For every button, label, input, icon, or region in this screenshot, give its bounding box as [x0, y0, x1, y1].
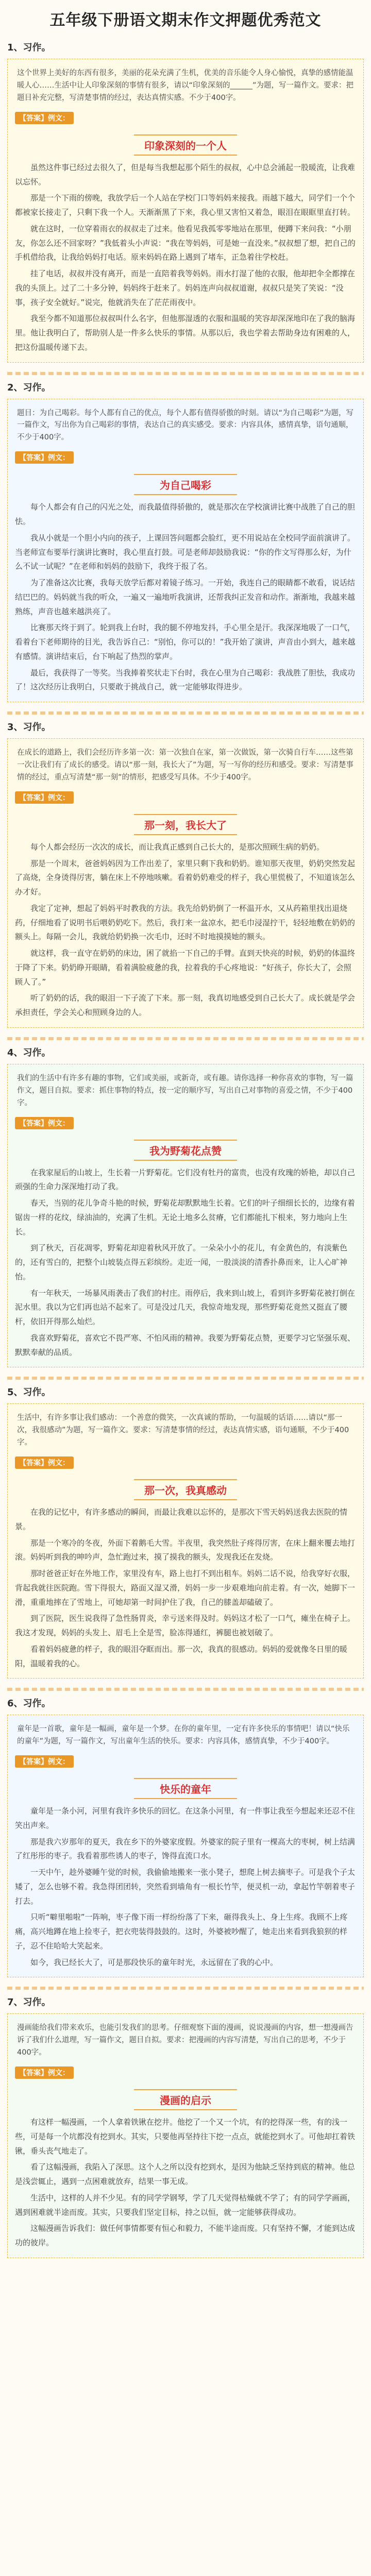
section-heading: 3、习作。 — [7, 722, 51, 733]
essay-paragraph: 有一年秋天，一场暴风雨袭击了我们的村庄。雨停后，我来到山坡上，看到许多野菊花被打倒在泥水里。我以为它们再也站不起来了。可是没过几天，我惊奇地发现，那些野菊花竟然又挺直了腰杆，依旧开得那么灿烂。 — [15, 1288, 356, 1327]
essay-section — [7, 1377, 364, 1679]
essay-paragraph: 看了这幅漫画，我陷入了深思。这个人之所以没有挖到水，是因为他缺乏坚持到底的精神。他总是浅尝辄止，遇到一点困难就放弃，结果一事无成。 — [15, 2162, 356, 2187]
essay-paragraph: 最后，我获得了一等奖。当我捧着奖状走下台时，我在心里为自己喝彩：我战胜了胆怯，我成功了！这次经历让我明白，只要敢于挑战自己，就一定能够取得进步。 — [15, 668, 356, 692]
essay-paragraph: 在我家屋后的山坡上，生长着一片野菊花。它们没有牡丹的富贵，也没有玫瑰的娇艳，却以自己顽强的生命力深深地打动了我。 — [15, 1167, 356, 1192]
essay-paragraph: 挂了电话，叔叔并没有离开，而是一直陪着我等妈妈。雨水打湿了他的衣服，他却把伞全都撑在我的头顶上。过了二十多分钟，妈妈终于赶来了。妈妈连声向叔叔道谢，叔叔只是笑了笑说：“没事，孩子安全就好。”说完，他就消失在了茫茫雨夜中。 — [15, 269, 356, 307]
answer-tag: 【答案】例文： — [15, 451, 74, 464]
essay-paragraph: 只听“噼里啪啦”一阵响，枣子像下雨一样纷纷落了下来，砸得我头上、身上生疼。我顾不上疼痛，高兴地蹲在地上捡枣子，把衣兜装得鼓鼓的。这时，外婆被吵醒了，她走出来看到我狼狈的样子，忍不住哈哈大笑起来。 — [15, 1912, 348, 1951]
essay-paragraph: 春天，当别的花儿争奇斗艳的时候，野菊花却默默地生长着。它们的叶子细细长长的，边缘有着锯齿一样的花纹，绿油油的，充满了生机。无论土地多么贫瘠，它们都能扎下根来，努力地向上生长。 — [15, 1198, 356, 1236]
essay-title: 为自己喝彩 — [134, 474, 237, 495]
section-divider — [7, 1688, 364, 1691]
essay-paragraph: 那是一个周末，爸爸妈妈因为工作出差了，家里只剩下我和奶奶。谁知那天夜里，奶奶突然发起了高烧，全身烫得厉害，躺在床上不停地咳嗽。看着奶奶难受的样子，我心里慌极了，不知道该怎么办才好。 — [15, 858, 356, 897]
essay-section — [7, 1688, 364, 1977]
section-divider — [7, 1037, 364, 1040]
section-heading: 6、习作。 — [7, 1698, 51, 1709]
page-title: 五年级下册语文期末作文押题优秀范文 — [49, 11, 322, 29]
essay-paragraph: 有这样一幅漫画，一个人拿着铁锹在挖井。他挖了一个又一个坑，有的挖得深一些，有的浅一些，可是每一个坑都没有挖到水。其实，只要他再坚持往下挖一点点，就能挖到水了。可他却扛着铁锹，垂头丧气地走了。 — [15, 2117, 356, 2156]
sections-container — [7, 40, 364, 2258]
essay-paragraph: 如今，我已经长大了，可是那段快乐的童年时光，永远留在了我的心中。 — [30, 1957, 278, 1967]
essay-paragraph: 每个人都会经历一次次的成长，而让我真正感到自己长大的，是那次照顾生病的奶奶。 — [30, 842, 325, 852]
answer-tag: 【答案】例文： — [15, 1755, 74, 1768]
section-heading: 5、习作。 — [7, 1387, 51, 1398]
section-divider — [7, 1987, 364, 1990]
essay-paragraph: 为了准备这次比赛，我每天放学后都对着镜子练习。一开始，我连自己的眼睛都不敢看，说话结结巴巴的。妈妈就当我的听众，一遍又一遍地听我演讲，还帮我纠正发音和动作。渐渐地，我越来越熟练，声音也越来越洪亮了。 — [15, 578, 356, 616]
answer-tag: 【答案】例文： — [15, 1456, 74, 1469]
prompt-text: 生活中，有许多事让我们感动：一个善意的微笑，一次真诚的帮助，一句温暖的话语……请以“那一次，我很感动”为题，写一篇作文。要求：写清楚事情的经过，表达真情实感，语句通顺，不少于400字。 — [17, 1414, 349, 1447]
prompt-box — [7, 59, 364, 363]
essay-paragraph: 就在这时，一位穿着雨衣的叔叔走了过来。他看见我孤零零地站在那里，便蹲下来问我：“小朋友，你怎么还不回家呀？”我低着头小声说：“我在等妈妈，可是她一直没来。”叔叔想了想，把自己的手机借给我，让我给妈妈打电话。原来妈妈在路上遇到了堵车，正急着往学校赶。 — [15, 224, 356, 262]
section-divider — [7, 372, 364, 375]
essay-paragraph: 生活中，这样的人并不少见。有的同学学钢琴，学了几天觉得枯燥就不学了；有的同学学画画，遇到困难就半途而废。其实，只要我们坚定目标，持之以恒，就一定能够获得成功。 — [15, 2193, 356, 2217]
prompt-box — [7, 399, 364, 703]
essay-section — [7, 1037, 364, 1368]
prompt-text: 这个世界上美好的东西有很多，美丽的花朵充满了生机，优美的音乐能令人身心愉悦，真挚的感情能温暖人心……生活中让人印象深刻的事情有很多，请以“印象深刻的______”为题，写一篇作文。要求：把题目补充完整，写清楚事情的经过，表达真情实感。不少于400字。 — [17, 69, 354, 102]
essay-section — [7, 372, 364, 703]
answer-tag: 【答案】例文： — [15, 112, 74, 124]
essay-title: 印象深刻的一个人 — [134, 134, 237, 156]
essay-paragraph: 我至今都不知道那位叔叔叫什么名字，但他那湿透的衣服和温暖的笑容却深深地印在了我的脑海里。他让我明白了，帮助别人是一件多么快乐的事情。从那以后，我也学着去帮助身边有困难的人，把这份温暖传递下去。 — [15, 314, 356, 352]
essay-paragraph: 到了秋天，百花凋零，野菊花却迎着秋风开放了。一朵朵小小的花儿，有金黄色的，有淡紫色的，还有雪白的，把整个山坡装点得五彩缤纷。走近一闻，一股淡淡的清香扑鼻而来，让人心旷神怡。 — [15, 1243, 348, 1281]
prompt-box — [7, 2013, 364, 2258]
section-heading: 2、习作。 — [7, 382, 51, 393]
answer-tag: 【答案】例文： — [15, 1117, 74, 1129]
essay-paragraph: 听了奶奶的话，我的眼泪一下子流了下来。那一刻，我真切地感受到自己长大了。成长就是学会承担责任，学会关心和照顾身边的人。 — [15, 993, 356, 1018]
essay-paragraph: 那是一个寒冷的冬夜，外面下着鹅毛大雪。半夜里，我突然肚子疼得厉害，在床上翻来覆去地打滚。妈妈听到我的呻吟声，急忙跑过来，摸了摸我的额头，发现我还在发烧。 — [15, 1538, 356, 1562]
essay-title: 快乐的童年 — [134, 1778, 237, 1799]
essay-paragraph: 每个人都会有自己的闪光之处，而我最值得骄傲的，就是那次在学校演讲比赛中战胜了自己的胆怯。 — [15, 502, 356, 527]
section-heading: 7、习作。 — [7, 1997, 51, 2008]
essay-paragraph: 一天中午，趁外婆睡午觉的时候，我偷偷地搬来一张小凳子，想爬上树去摘枣子。可是我个子太矮了，怎么也够不着。我急得团团转，突然看到墙角有一根长竹竿，便灵机一动，拿起竹竿朝着枣子打去。 — [15, 1868, 356, 1906]
prompt-box — [7, 1715, 364, 1977]
essay-title: 那一次，我真感动 — [134, 1479, 237, 1500]
essay-paragraph: 那是我六岁那年的夏天，我在乡下的外婆家度假。外婆家的院子里有一棵高大的枣树，树上结满了红彤彤的枣子。我看着那些诱人的枣子，馋得直流口水。 — [15, 1837, 356, 1861]
essay-paragraph: 我喜欢野菊花，喜欢它不畏严寒、不怕风雨的精神。我要为野菊花点赞，更要学习它坚强乐观、默默奉献的品质。 — [15, 1333, 356, 1357]
essay-paragraph: 在我的记忆中，有许多感动的瞬间，而最让我难以忘怀的，是那次下雪天妈妈送我去医院的情景。 — [15, 1507, 348, 1531]
essay-paragraph: 我从小就是一个胆小内向的孩子，上课回答问题都会脸红，更不用说站在全校同学面前演讲了。当老师宣布要举行演讲比赛时，我心里直打鼓。可是老师却鼓励我说：“你的作文写得那么好，为什么不试一试呢？”在老师和妈妈的鼓励下，我终于报了名。 — [15, 533, 356, 571]
essay-paragraph: 我定了定神，想起了妈妈平时教我的方法。我先给奶奶倒了一杯温开水，又从药箱里找出退烧药，仔细地看了说明书后喂奶奶吃下。然后，我打来一盆凉水，把毛巾浸湿拧干，轻轻地敷在奶奶的额头上。每隔一会儿，我就给奶奶换一次毛巾，还时不时地摸摸她的额头。 — [15, 903, 356, 942]
prompt-box — [7, 1403, 364, 1679]
section-divider — [7, 711, 364, 715]
essay-paragraph: 比赛那天终于到了。轮到我上台时，我的腿不停地发抖，手心里全是汗。我深深地吸了一口气，看着台下老师期待的目光，我告诉自己：“别怕，你可以的！”我开始了演讲，声音由小到大，越来越有感情。演讲结束后，台下响起了热烈的掌声。 — [15, 623, 356, 661]
essay-paragraph: 那是一个下雨的傍晚，我放学后一个人站在学校门口等妈妈来接我。雨越下越大，同学们一个个都被家长接走了，只剩下我一个人。天渐渐黑了下来，我心里又害怕又着急，眼泪在眼眶里直打转。 — [15, 193, 356, 217]
answer-tag: 【答案】例文： — [15, 791, 74, 804]
essay-paragraph: 就这样，我一直守在奶奶的床边，困了就掐一下自己的手臂。直到天快亮的时候，奶奶的体温终于降了下来。奶奶睁开眼睛，看着满脸疲惫的我，拉着我的手心疼地说：“好孩子，你长大了，会照顾人了。” — [15, 948, 356, 987]
essay-paragraph: 到了医院，医生说我得了急性肠胃炎，幸亏送来得及时。妈妈这才松了一口气，瘫坐在椅子上。我这才发现，妈妈的头发上、眉毛上全是雪，脸冻得通红，裤腿也被划破了。 — [15, 1614, 356, 1638]
section-heading: 1、习作。 — [7, 42, 51, 53]
essay-title: 那一刻，我长大了 — [134, 814, 237, 835]
essay-paragraph: 这幅漫画告诉我们：做任何事情都要有恒心和毅力，不能半途而废。只有坚持不懈，才能到达成功的彼岸。 — [15, 2224, 356, 2248]
prompt-text: 童年是一首歌，童年是一幅画，童年是一个梦。在你的童年里，一定有许多快乐的事情吧！请以“快乐的童年”为题，写一篇作文，写出童年生活的快乐。要求：内容具体，感情真挚，不少于400字。 — [17, 1725, 350, 1746]
essay-section — [7, 711, 364, 1028]
answer-tag: 【答案】例文： — [15, 2066, 74, 2079]
prompt-box — [7, 738, 364, 1028]
essay-section — [7, 1987, 364, 2258]
prompt-text: 在成长的道路上，我们会经历许多第一次：第一次独自在家，第一次做饭，第一次骑自行车……这些第一次让我们有了成长的感受。请以“那一刻，我长大了”为题，写一写你的经历和感受。要求：写清楚事情的经过，重点写清楚“那一刻”的情形，把感受写具体。不少于400字。 — [17, 749, 354, 782]
essay-section — [7, 40, 364, 363]
essay-paragraph: 虽然这件事已经过去很久了，但是每当我想起那个陌生的叔叔，心中总会涌起一股暖流，让我难以忘怀。 — [15, 162, 356, 187]
essay-paragraph: 童年是一条小河，河里有我许多快乐的回忆。在这条小河里，有一件事让我至今想起来还忍不住笑出声来。 — [15, 1806, 356, 1830]
prompt-text: 我们的生活中有许多有趣的事物，它们或美丽，或新奇，或有趣。请你选择一种你喜欢的事物，写一篇作文，题目自拟。要求：抓住事物的特点，按一定的顺序写，写出自己对事物的喜爱之情，不少于400字。 — [17, 1074, 353, 1107]
essay-title: 漫画的启示 — [134, 2089, 237, 2110]
essay-paragraph: 那时爸爸正好在外地工作，家里没有车，路上也打不到出租车。妈妈二话不说，给我穿好衣服，背起我就往医院跑。雪下得很大，路面又湿又滑，妈妈一步一步艰难地向前走着。有一次，她脚下一滑，重重地摔在了雪地上，可她却第一时间护住了我，自己的膝盖却磕破了。 — [15, 1569, 356, 1607]
prompt-text: 漫画能给我们带来欢乐，也能引发我们的思考。仔细观察下面的漫画，说说漫画的内容，想一想漫画告诉了我们什么道理，写一篇作文，题目自拟。要求：把漫画的内容写清楚，写出自己的思考，不少于400字。 — [17, 2024, 353, 2057]
essay-paragraph: 看着妈妈疲惫的样子，我的眼泪夺眶而出。那一次，我真的很感动。妈妈的爱就像冬日里的暖阳，温暖着我的心。 — [15, 1644, 348, 1668]
section-heading: 4、习作。 — [7, 1047, 51, 1058]
essay-title: 我为野菊花点赞 — [134, 1140, 237, 1161]
section-divider — [7, 1377, 364, 1380]
prompt-text: 题目：为自己喝彩。每个人都有自己的优点，每个人都有值得骄傲的时刻。请以“为自己喝彩”为题，写一篇作文，写出你为自己喝彩的事情，表达自己的真实感受。要求：内容具体，感情真挚，语句通顺，不少于400字。 — [17, 409, 354, 442]
prompt-box — [7, 1064, 364, 1368]
